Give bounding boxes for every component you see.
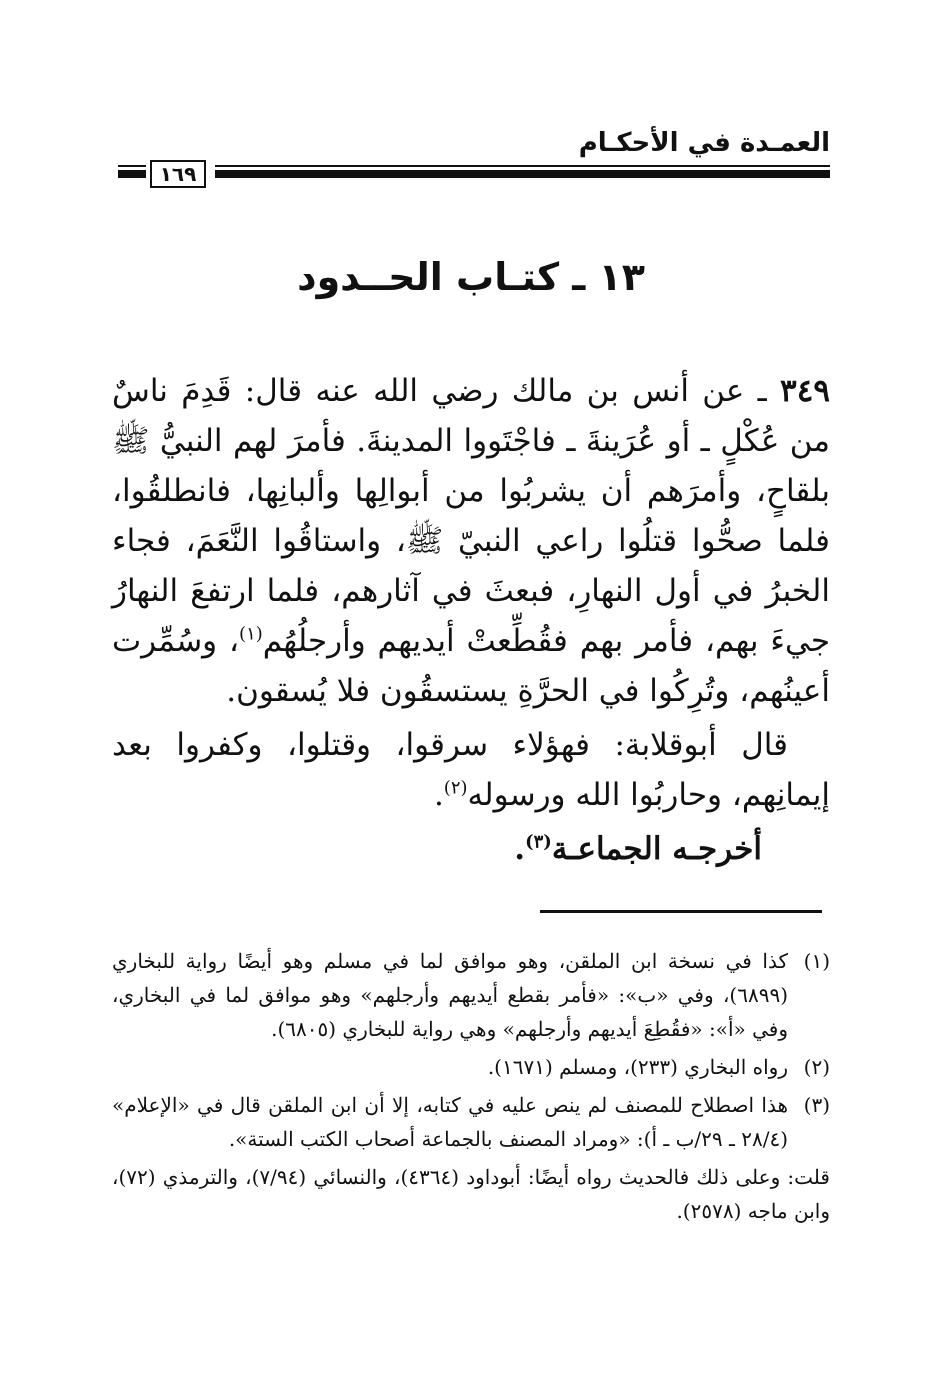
header-rule-thick [215, 170, 830, 178]
footnote-marker-3[interactable]: (٣) [525, 831, 552, 853]
footnote-number: (٢) [803, 1055, 830, 1079]
abu-qilaba-text: قال أبوقلابة: فهؤلاء سرقوا، وقتلوا، وكفروا بعد إيمانِهم، وحاربُوا الله ورسوله [112, 727, 830, 813]
footnote-2 [112, 1050, 830, 1084]
footnote-marker-2[interactable]: (٢) [443, 777, 468, 799]
takhrij-text: أخرجـه الجماعـة [551, 831, 762, 867]
page-number: ١٦٩ [150, 160, 206, 188]
hadith-body [112, 366, 830, 874]
abu-qilaba-paragraph [112, 720, 830, 820]
hadith-paragraph [112, 366, 830, 716]
left-rule-thick [118, 170, 146, 178]
footnote-text: هذا اصطلاح للمصنف لم ينص عليه في كتابه، إلا أن ابن الملقن قال في «الإعلام» (٢٨/٤ ـ ٢٩/ب ـ أ): «ومراد المصنف بالجماعة أصحاب الكتب الستة». [112, 1093, 788, 1151]
header-rule-thin [215, 165, 830, 167]
footnote-note: قلت: وعلى ذلك فالحديث رواه أيضًا: أبوداود (٤٣٦٤)، والنسائي (٧/٩٤)، والترمذي (٧٢)، وابن ماجه (٢٥٧٨). [112, 1165, 830, 1223]
footnote-marker-1[interactable]: (١) [239, 623, 263, 645]
running-title: العمـدة في الأحكـام [578, 128, 830, 158]
header-rule [215, 163, 830, 183]
hadith-text-continued: ، وسُمِّرت أعينُهم، وتُرِكُوا في الحرَّةِ يستسقُون فلا يُسقون. [112, 623, 830, 709]
chapter-heading: ١٣ ـ كتـاب الحــدود [297, 255, 645, 299]
footnote-3 [112, 1088, 830, 1156]
abu-qilaba-end: . [433, 777, 444, 813]
takhrij-line [112, 824, 830, 874]
footnote-number: (٣) [803, 1093, 830, 1117]
footnote-number: (١) [803, 949, 830, 973]
hadith-text: ـ عن أنس بن مالك رضي الله عنه قال: قَدِمَ ناسٌ من عُكْلٍ ـ أو عُرَينةَ ـ فاجْتَووا المدينةَ. فأمرَ لهم النبيُّ ﷺ بلقاحٍ، وأمرَهم أن يشربُوا من أبوالِها وألبانِها، فانطلقُوا، فلما صحُّوا قتلُوا راعي النبيّ ﷺ، واستاقُوا النَّعَمَ، فجاء الخبرُ في أول النهارِ، فبعثَ في آثارهم، فلما ارتفعَ النهارُ جيءَ بهم، فأمر بهم فقُطِّعتْ أيديهم وأرجلُهُم [112, 373, 830, 659]
left-rule-thin [118, 165, 146, 167]
footnote-text: رواه البخاري (٢٣٣)، ومسلم (١٦٧١). [487, 1055, 788, 1079]
hadith-number: ٣٤٩ [780, 373, 830, 409]
footnote-separator [540, 910, 822, 913]
footnotes [112, 944, 830, 1228]
takhrij-end: . [514, 831, 526, 867]
footnote-text: كذا في نسخة ابن الملقن، وهو موافق لما في مسلم وهو أيضًا رواية للبخاري (٦٨٩٩)، وفي «ب»: «فأمر بقطع أيديهم وأرجلهم» وهو موافق لما في البخاري، وفي «أ»: «فقُطِعَ أيديهم وأرجلهم» وهي رواية للبخاري (٦٨٠٥). [112, 949, 788, 1041]
footnote-1 [112, 944, 830, 1046]
